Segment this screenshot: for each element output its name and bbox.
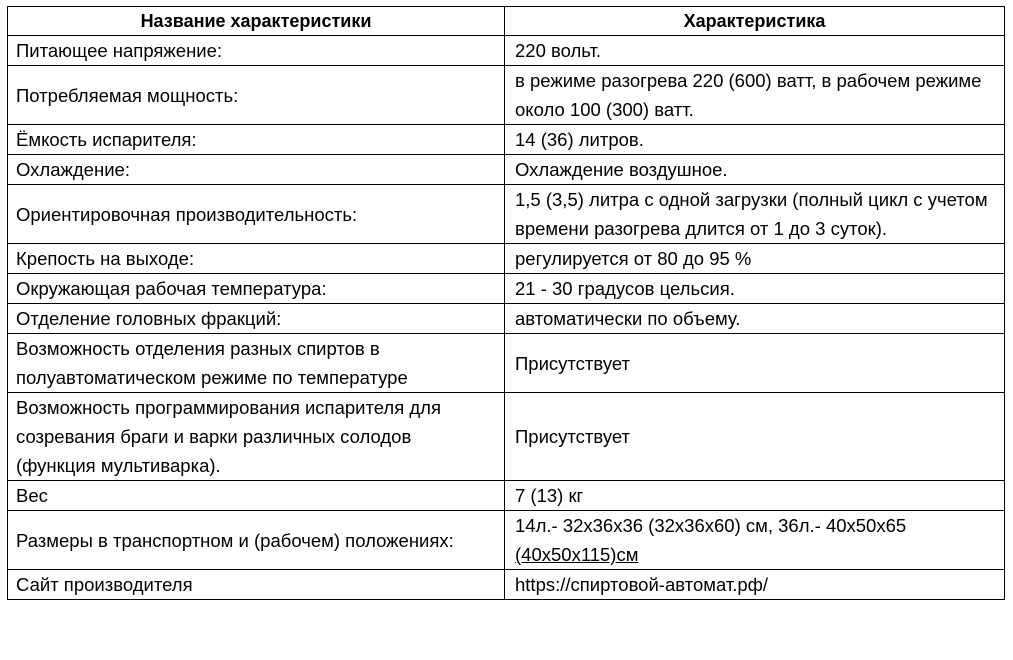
table-row [8, 36, 1005, 66]
row-name: Возможность отделения разных спиртов в полуавтоматическом режиме по температуре [8, 334, 505, 393]
row-value: 1,5 (3,5) литра с одной загрузки (полный цикл с учетом времени разогрева длится от 1 до 3 суток). [505, 185, 1005, 244]
table-header-row [8, 7, 1005, 36]
row-name: Вес [8, 481, 505, 511]
table-row [8, 511, 1005, 570]
row-value: 220 вольт. [505, 36, 1005, 66]
table-row [8, 274, 1005, 304]
row-name: Крепость на выходе: [8, 244, 505, 274]
table-row [8, 155, 1005, 185]
table-row [8, 125, 1005, 155]
table-row [8, 185, 1005, 244]
row-name: Охлаждение: [8, 155, 505, 185]
row-name: Размеры в транспортном и (рабочем) положениях: [8, 511, 505, 570]
manufacturer-site-link[interactable]: https://спиртовой-автомат.рф/ [505, 570, 1005, 600]
table-row [8, 570, 1005, 600]
spec-table [7, 6, 1005, 600]
row-value-underlined: (40х50х115)см [515, 544, 639, 565]
table-row [8, 304, 1005, 334]
row-value: Присутствует [505, 334, 1005, 393]
row-value: Присутствует [505, 393, 1005, 481]
row-name: Окружающая рабочая температура: [8, 274, 505, 304]
row-name: Питающее напряжение: [8, 36, 505, 66]
row-value: автоматически по объему. [505, 304, 1005, 334]
row-name: Сайт производителя [8, 570, 505, 600]
row-value: в режиме разогрева 220 (600) ватт, в рабочем режиме около 100 (300) ватт. [505, 66, 1005, 125]
row-value: 14л.- 32х36х36 (32х36х60) см, 36л.- 40х50х65 [515, 515, 907, 536]
row-name: Ёмкость испарителя: [8, 125, 505, 155]
row-value-cell [505, 511, 1005, 570]
row-name: Возможность программирования испарителя для созревания браги и варки различных солодов (функция мультиварка). [8, 393, 505, 481]
row-value: регулируется от 80 до 95 % [505, 244, 1005, 274]
header-value-column: Характеристика [505, 7, 1005, 36]
row-value: Охлаждение воздушное. [505, 155, 1005, 185]
table-row [8, 481, 1005, 511]
table-row [8, 393, 1005, 481]
row-value: 21 - 30 градусов цельсия. [505, 274, 1005, 304]
table-row [8, 244, 1005, 274]
row-value: 7 (13) кг [505, 481, 1005, 511]
table-row [8, 66, 1005, 125]
row-name: Потребляемая мощность: [8, 66, 505, 125]
row-value: 14 (36) литров. [505, 125, 1005, 155]
row-name: Отделение головных фракций: [8, 304, 505, 334]
row-name: Ориентировочная производительность: [8, 185, 505, 244]
header-name-column: Название характеристики [8, 7, 505, 36]
table-row [8, 334, 1005, 393]
